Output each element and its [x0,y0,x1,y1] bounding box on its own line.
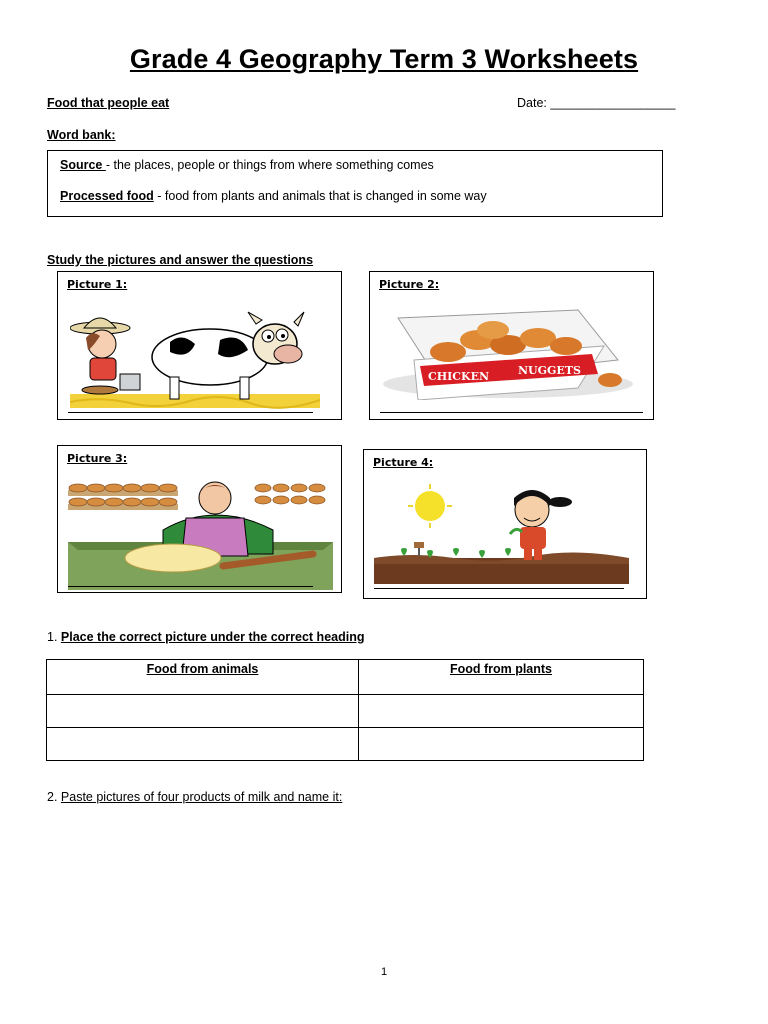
answer-cell[interactable] [47,728,359,761]
word-bank-term: Processed food [60,189,154,203]
question-1-number: 1. [47,630,58,644]
sorting-table [46,659,644,761]
word-bank-box [47,150,663,217]
picture-2-label: Picture 2: [379,278,440,291]
picture-3-label: Picture 3: [67,452,128,465]
word-bank-item-processed-food [60,189,487,203]
page-number: 1 [380,966,388,978]
question-2-text: Paste pictures of four products of milk and name it: [60,790,343,804]
column-header-plants: Food from plants [358,660,643,695]
word-bank-term: Source [60,158,106,172]
picture-1-label: Picture 1: [67,278,128,291]
word-bank-definition: - food from plants and animals that is changed in some way [153,189,487,203]
column-header-animals: Food from animals [47,660,359,695]
picture-3-frame [57,445,342,593]
instructions: Study the pictures and answer the questions [47,253,314,267]
picture-4-frame [363,449,647,599]
question-1 [47,630,364,644]
page-title: Grade 4 Geography Term 3 Worksheets [129,44,639,74]
word-bank-item-source [60,158,434,172]
farmer-milking-cow-icon [70,302,320,412]
answer-line [68,586,313,587]
chicken-nuggets-box-icon [378,300,638,400]
girl-planting-seedlings-icon [374,484,629,584]
answer-cell[interactable] [358,695,643,728]
picture-1-frame [57,271,342,420]
date-field[interactable]: Date: __________________ [517,96,676,110]
answer-line [68,412,313,413]
picture-2-frame [369,271,654,420]
answer-cell[interactable] [47,695,359,728]
box-text-nuggets: NUGGETS [518,364,581,377]
baker-kneading-dough-icon [68,480,333,590]
question-2-number: 2. [47,790,58,804]
answer-cell[interactable] [358,728,643,761]
topic-heading: Food that people eat [47,96,170,110]
word-bank-definition: - the places, people or things from where something comes [105,158,434,172]
answer-line [380,412,643,413]
question-1-text: Place the correct picture under the correct heading [60,630,365,644]
word-bank-heading: Word bank: [47,128,116,142]
picture-4-label: Picture 4: [373,456,434,469]
box-text-chicken: CHICKEN [428,370,490,383]
question-2 [47,790,342,804]
answer-line [374,588,624,589]
